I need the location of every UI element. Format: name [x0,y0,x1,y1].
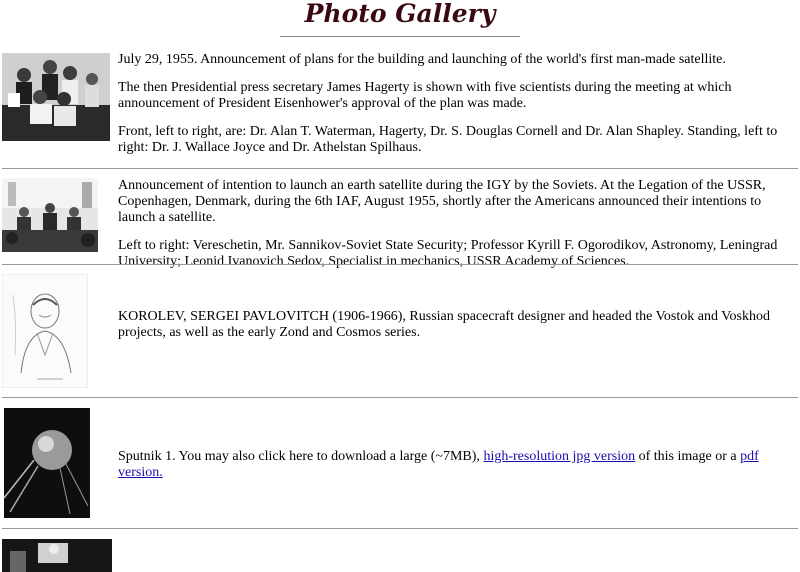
entry-1-caption [118,52,798,168]
entry-divider-2 [2,264,798,265]
entry-2-paragraph-2: Left to right: Vereschetin, Mr. Sannikov-Soviet State Security; Professor Kyrill F. Ogorodikov, Astronomy, Leningrad University; Leonid Ivanovich Sedov, Specialist in mechanics, USSR Academy of Sciences. [118,238,778,269]
photo-korolev-sketch[interactable] [2,274,88,388]
title-divider [280,36,520,37]
entry-divider-3 [2,397,798,398]
entry-1-paragraph-3: Front, left to right, are: Dr. Alan T. Waterman, Hagerty, Dr. S. Douglas Cornell and Dr. Alan Shapley. Standing, left to right: Dr. J. Wallace Joyce and Dr. Athelstan Spilhaus. [118,124,778,155]
entry-4-caption [118,449,798,493]
page-header [0,0,800,37]
entry-4-paragraph-1 [118,449,798,481]
entry-3-paragraph-1: KOROLEV, SERGEI PAVLOVITCH (1906-1966), Russian spacecraft designer and headed the Vostok and Voskhod projects, as well as the early Zond and Cosmos series. [118,309,770,340]
sputnik-text-before: Sputnik 1. You may also click here to download a large (~7MB), [118,449,484,464]
entry-2-paragraph-1: Announcement of intention to launch an earth satellite during the IGY by the Soviets. At the Legation of the USSR, Copenhagen, Denmark, during the 6th IAF, August 1955, shortly after the Americans announced their intentions to launch a satellite. [118,178,766,225]
entry-3-caption [118,309,798,353]
pdf-version-link[interactable]: pdf version. [118,449,759,480]
entry-divider-4 [2,528,798,529]
entry-2-caption [118,178,798,282]
photo-entry-5[interactable] [2,539,112,572]
photo-sputnik-1[interactable] [4,408,90,518]
high-resolution-jpg-link[interactable]: high-resolution jpg version [483,449,636,464]
sputnik-text-middle: of this image or a [635,449,741,464]
entry-1-paragraph-2: The then Presidential press secretary James Hagerty is shown with five scientists during the meeting at which announcement of President Eisenhower's approval of the plan was made. [118,80,732,111]
page-title: Photo Gallery [304,0,496,28]
photo-soviet-announcement[interactable] [2,178,98,252]
entry-divider-1 [2,168,798,169]
photo-hagerty-scientists[interactable] [2,53,110,141]
entry-1-paragraph-1: July 29, 1955. Announcement of plans for the building and launching of the world's first man-made satellite. [118,52,726,67]
